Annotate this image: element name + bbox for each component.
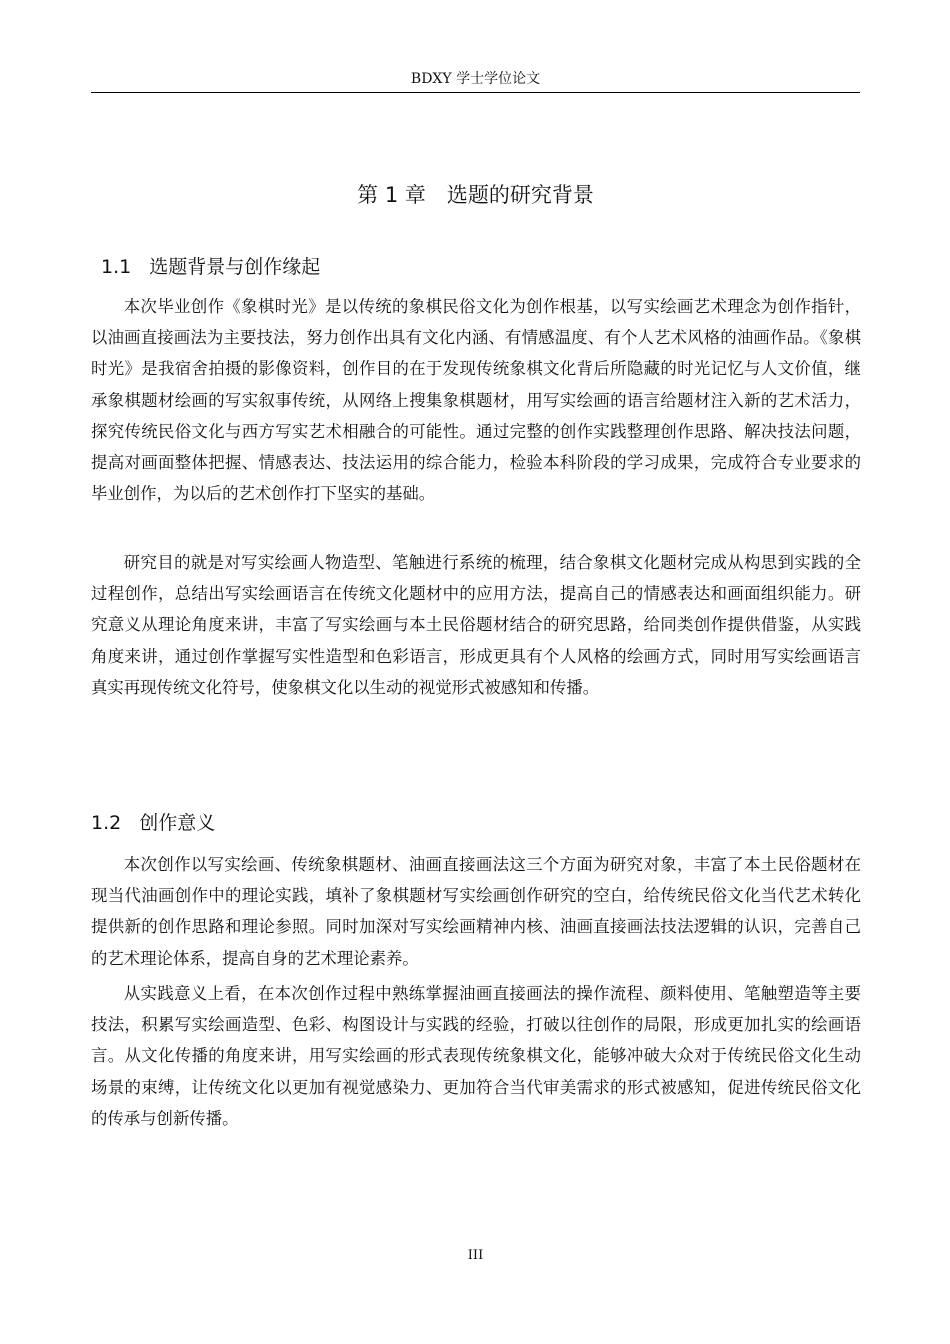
section-number: 1.1 <box>101 256 132 278</box>
chapter-title: 第 1 章 选题的研究背景 <box>357 183 594 207</box>
section-title-text: 创作意义 <box>139 812 216 834</box>
paragraph: 从实践意义上看，在本次创作过程中熟练掌握油画直接画法的操作流程、颜料使用、笔触塑造等主要技法，积累写实绘画造型、色彩、构图设计与实践的经验，打破以往创作的局限，形成更加扎实的绘画语言。从文化传播的角度来讲，用写实绘画的形式表现传统象棋文化，能够冲破大众对于传统民俗文化生动场景的束缚，让传统文化以更加有视觉感染力、更加符合当代审美需求的形式被感知，促进传统民俗文化的传承与创新传播。 <box>91 984 861 1128</box>
section-heading-1-1 <box>91 252 320 282</box>
paragraph: 研究目的就是对写实绘画人物造型、笔触进行系统的梳理，结合象棋文化题材完成从构思到实践的全过程创作，总结出写实绘画语言在传统文化题材中的应用方法，提高自己的情感表达和画面组织能力。研究意义从理论角度来讲，丰富了写实绘画与本土民俗题材结合的研究思路，给同类创作提供借鉴，从实践角度来讲，通过创作掌握写实性造型和色彩语言，形成更具有个人风格的绘画方式，同时用写实绘画语言真实再现传统文化符号，使象棋文化以生动的视觉形式被感知和传播。 <box>91 553 861 697</box>
section-heading-1-2 <box>91 808 215 838</box>
running-header: BDXY 学士学位论文 <box>91 66 860 93</box>
paragraph: 本次毕业创作《象棋时光》是以传统的象棋民俗文化为创作根基，以写实绘画艺术理念为创作指针，以油画直接画法为主要技法，努力创作出具有文化内涵、有情感温度、有个人艺术风格的油画作品。《象棋时光》是我宿舍拍摄的影像资料，创作目的在于发现传统象棋文化背后所隐藏的时光记忆与人文价值，继承象棋题材绘画的写实叙事传统，从网络上搜集象棋题材，用写实绘画的语言给题材注入新的艺术活力，探究传统民俗文化与西方写实艺术相融合的可能性。通过完整的创作实践整理创作思路、解决技法问题，提高对画面整体把握、情感表达、技法运用的综合能力，检验本科阶段的学习成果，完成符合专业要求的毕业创作，为以后的艺术创作打下坚实的基础。 <box>91 297 861 504</box>
paragraph: 本次创作以写实绘画、传统象棋题材、油画直接画法这三个方面为研究对象，丰富了本土民俗题材在现当代油画创作中的理论实践，填补了象棋题材写实绘画创作研究的空白，给传统民俗文化当代艺术转化提供新的创作思路和理论参照。同时加深对写实绘画精神内核、油画直接画法技法逻辑的认识，完善自己的艺术理论体系，提高自身的艺术理论素养。 <box>91 855 861 968</box>
section-number: 1.2 <box>91 812 122 834</box>
page-number: III <box>467 1248 484 1263</box>
section-title-text: 选题背景与创作缘起 <box>149 256 321 278</box>
